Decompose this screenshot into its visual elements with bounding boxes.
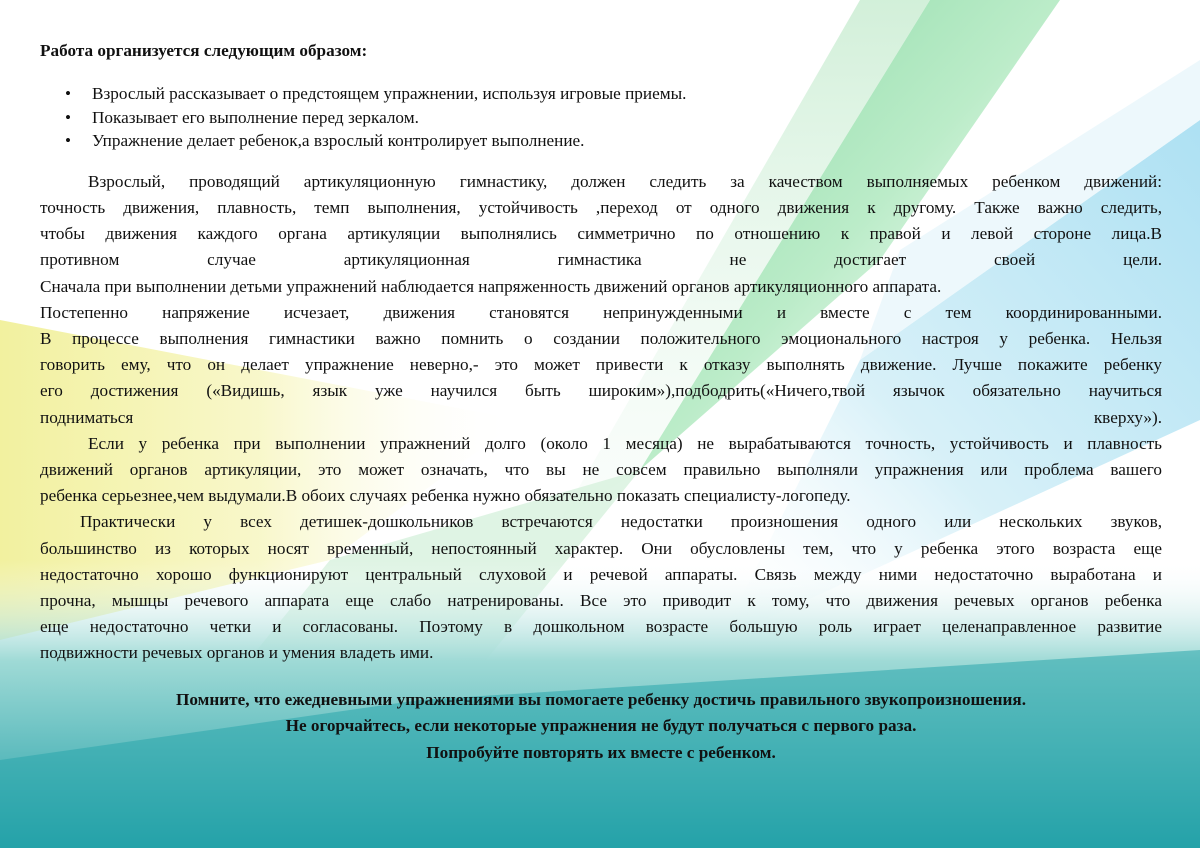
text-line: Взрослый, проводящий артикуляционную гимнастику, должен следить за качеством выполняемых ребенком движений:: [88, 171, 1162, 191]
text-line: еще недостаточно четки и согласованы. Поэтому в дошкольном возрасте большую роль играет целенаправленное развитие: [40, 617, 1162, 637]
text-line: чтобы движения каждого органа артикуляции выполнялись симметрично по отношению к правой и левой стороне лица.В: [40, 224, 1162, 244]
text-line: точность движения, плавность, темп выполнения, устойчивость ,переход от одного движения к другому. Также важно следить,: [40, 197, 1162, 217]
bullet-icon: •: [65, 84, 72, 104]
text-line: говорить ему, что он делает упражнение неверно,- это может привести к отказу выполнять движение. Лучше покажите ребенку: [40, 355, 1162, 375]
text-line: движений органов артикуляции, это может означать, что вы не совсем правильно выполняли упражнения или проблема вашего: [40, 459, 1162, 479]
closing-message: [40, 687, 1162, 767]
list-item: • Показывает его выполнение перед зеркалом.: [65, 106, 1162, 130]
text-line: противном случае артикуляционная гимнастика не достигает своей цели.: [40, 250, 1162, 270]
document-page: [40, 38, 1162, 766]
text-line: прочна, мышцы речевого аппарата еще слабо натренированы. Все это приводит к тому, что движения речевых органов ребенка: [40, 590, 1162, 610]
text-line: Сначала при выполнении детьми упражнений наблюдается напряженность движений органов артикуляционного аппарата.: [40, 276, 942, 296]
paragraph-3: [40, 509, 1162, 666]
bullet-list: [40, 82, 1162, 153]
text-line: недостаточно хорошо функционируют центральный слуховой и речевой аппараты. Связь между ними недостаточно выработана и: [40, 564, 1162, 584]
paragraph-1: [40, 169, 1162, 431]
section-heading: Работа организуется следующим образом:: [40, 41, 368, 60]
list-item: • Взрослый рассказывает о предстоящем упражнении, используя игровые приемы.: [65, 82, 1162, 106]
text-line: Практически у всех детишек-дошкольников встречаются недостатки произношения одного или нескольких звуков,: [80, 512, 1162, 532]
paragraph-2: [40, 431, 1162, 510]
text-line: подвижности речевых органов и умения владеть ими.: [40, 643, 434, 663]
text-line: Постепенно напряжение исчезает, движения становятся непринужденными и вместе с тем координированными.: [40, 302, 1162, 322]
list-item: • Упражнение делает ребенок,а взрослый контролирует выполнение.: [65, 129, 1162, 153]
text-line: ребенка серьезнее,чем выдумали.В обоих случаях ребенка нужно обязательно показать специалисту-логопеду.: [40, 486, 851, 506]
bullet-icon: •: [65, 107, 72, 127]
text-line: подниматься кверху»).: [40, 407, 1162, 427]
bullet-icon: •: [65, 131, 72, 151]
closing-line: Попробуйте повторять их вместе с ребенком.: [426, 742, 776, 762]
text-line: большинство из которых носят временный, непостоянный характер. Они обусловлены тем, что у ребенка этого возраста еще: [40, 538, 1162, 558]
text-line: В процессе выполнения гимнастики важно помнить о создании положительного эмоционального настроя у ребенка. Нельзя: [40, 328, 1162, 348]
closing-line: Не огорчайтесь, если некоторые упражнения не будут получаться с первого раза.: [285, 716, 917, 736]
text-line: его достижения («Видишь, язык уже научился быть широким»),подбодрить(«Ничего,твой язычок обязательно научиться: [40, 381, 1162, 401]
closing-line: Помните, что ежедневными упражнениями вы помогаете ребенку достичь правильного звукопроизношения.: [176, 689, 1026, 709]
text-line: Если у ребенка при выполнении упражнений долго (около 1 месяца) не вырабатываются точность, устойчивость и плавность: [88, 433, 1162, 453]
